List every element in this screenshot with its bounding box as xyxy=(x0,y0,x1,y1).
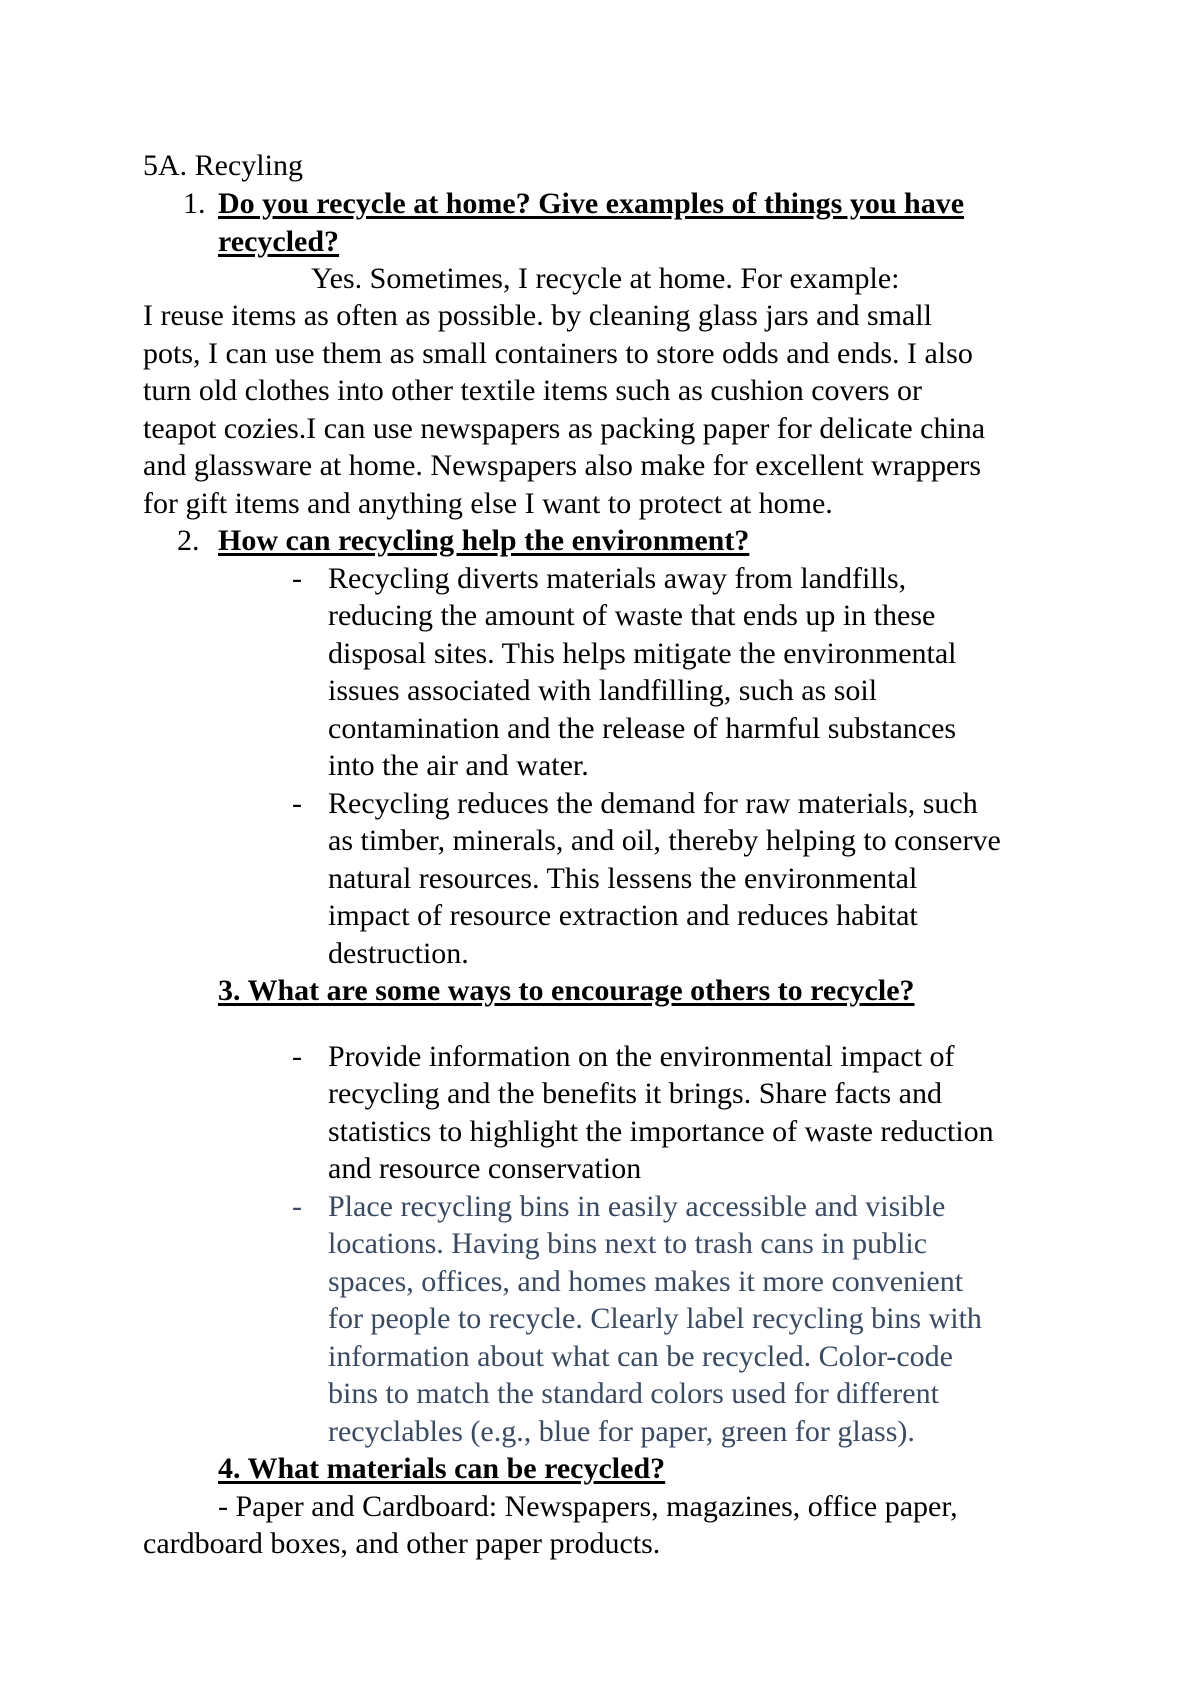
q1-question-line2: recycled? xyxy=(218,225,340,258)
q3-bullet2-line: recyclables (e.g., blue for paper, green for glass). xyxy=(328,1415,915,1448)
q3-bullet1-line: and resource conservation xyxy=(328,1152,642,1185)
bullet-dash: - xyxy=(292,1190,302,1223)
bullet-dash: - xyxy=(292,787,302,820)
q2-bullet1-line: reducing the amount of waste that ends up in these xyxy=(328,599,936,632)
q3-bullet1-line: recycling and the benefits it brings. Share facts and xyxy=(328,1077,942,1110)
q1-answer-line: for gift items and anything else I want to protect at home. xyxy=(143,487,833,520)
q1-answer-line: I reuse items as often as possible. by cleaning glass jars and small xyxy=(143,299,932,332)
q1-answer-line: teapot cozies.I can use newspapers as packing paper for delicate china xyxy=(143,412,986,445)
q2-bullet2-line: impact of resource extraction and reduces habitat xyxy=(328,899,918,932)
q1-answer-line: and glassware at home. Newspapers also make for excellent wrappers xyxy=(143,449,982,482)
q3-bullet1-line: statistics to highlight the importance of waste reduction xyxy=(328,1115,994,1148)
q2-bullet1-line: issues associated with landfilling, such as soil xyxy=(328,674,878,707)
q2-bullet1-line: contamination and the release of harmful substances xyxy=(328,712,957,745)
q1-answer-line: pots, I can use them as small containers to store odds and ends. I also xyxy=(143,337,973,370)
q2-question: How can recycling help the environment? xyxy=(218,524,750,557)
bullet-dash: - xyxy=(292,1040,302,1073)
q3-bullet2-line: spaces, offices, and homes makes it more convenient xyxy=(328,1265,964,1298)
q1-number: 1. xyxy=(183,187,206,220)
q2-bullet2-line: as timber, minerals, and oil, thereby helping to conserve xyxy=(328,824,1001,857)
q2-number: 2. xyxy=(177,524,200,557)
q3-question: 3. What are some ways to encourage others to recycle? xyxy=(218,974,915,1007)
q2-bullet2-line: Recycling reduces the demand for raw materials, such xyxy=(328,787,978,820)
q2-bullet2-line: destruction. xyxy=(328,937,469,970)
q4-answer-line1: - Paper and Cardboard: Newspapers, magazines, office paper, xyxy=(218,1490,958,1523)
q1-answer-line: turn old clothes into other textile items such as cushion covers or xyxy=(143,374,923,407)
q2-bullet1-line: Recycling diverts materials away from landfills, xyxy=(328,562,907,595)
q1-question-line1: Do you recycle at home? Give examples of things you have xyxy=(218,187,965,220)
q1-answer-intro: Yes. Sometimes, I recycle at home. For example: xyxy=(311,262,900,295)
q3-bullet1-line: Provide information on the environmental impact of xyxy=(328,1040,955,1073)
q3-bullet2-line: for people to recycle. Clearly label recycling bins with xyxy=(328,1302,982,1335)
q3-bullet2-line: bins to match the standard colors used for different xyxy=(328,1377,939,1410)
q3-bullet2-line: Place recycling bins in easily accessible and visible xyxy=(328,1190,946,1223)
q2-bullet1-line: disposal sites. This helps mitigate the environmental xyxy=(328,637,957,670)
q2-bullet1-line: into the air and water. xyxy=(328,749,589,782)
q3-bullet2-line: locations. Having bins next to trash cans in public xyxy=(328,1227,928,1260)
section-heading: 5A. Recyling xyxy=(143,149,303,182)
q2-bullet2-line: natural resources. This lessens the environmental xyxy=(328,862,918,895)
q4-answer-line2: cardboard boxes, and other paper products. xyxy=(143,1527,661,1560)
q4-question: 4. What materials can be recycled? xyxy=(218,1452,666,1485)
bullet-dash: - xyxy=(292,562,302,595)
q3-bullet2-line: information about what can be recycled. Color-code xyxy=(328,1340,953,1373)
